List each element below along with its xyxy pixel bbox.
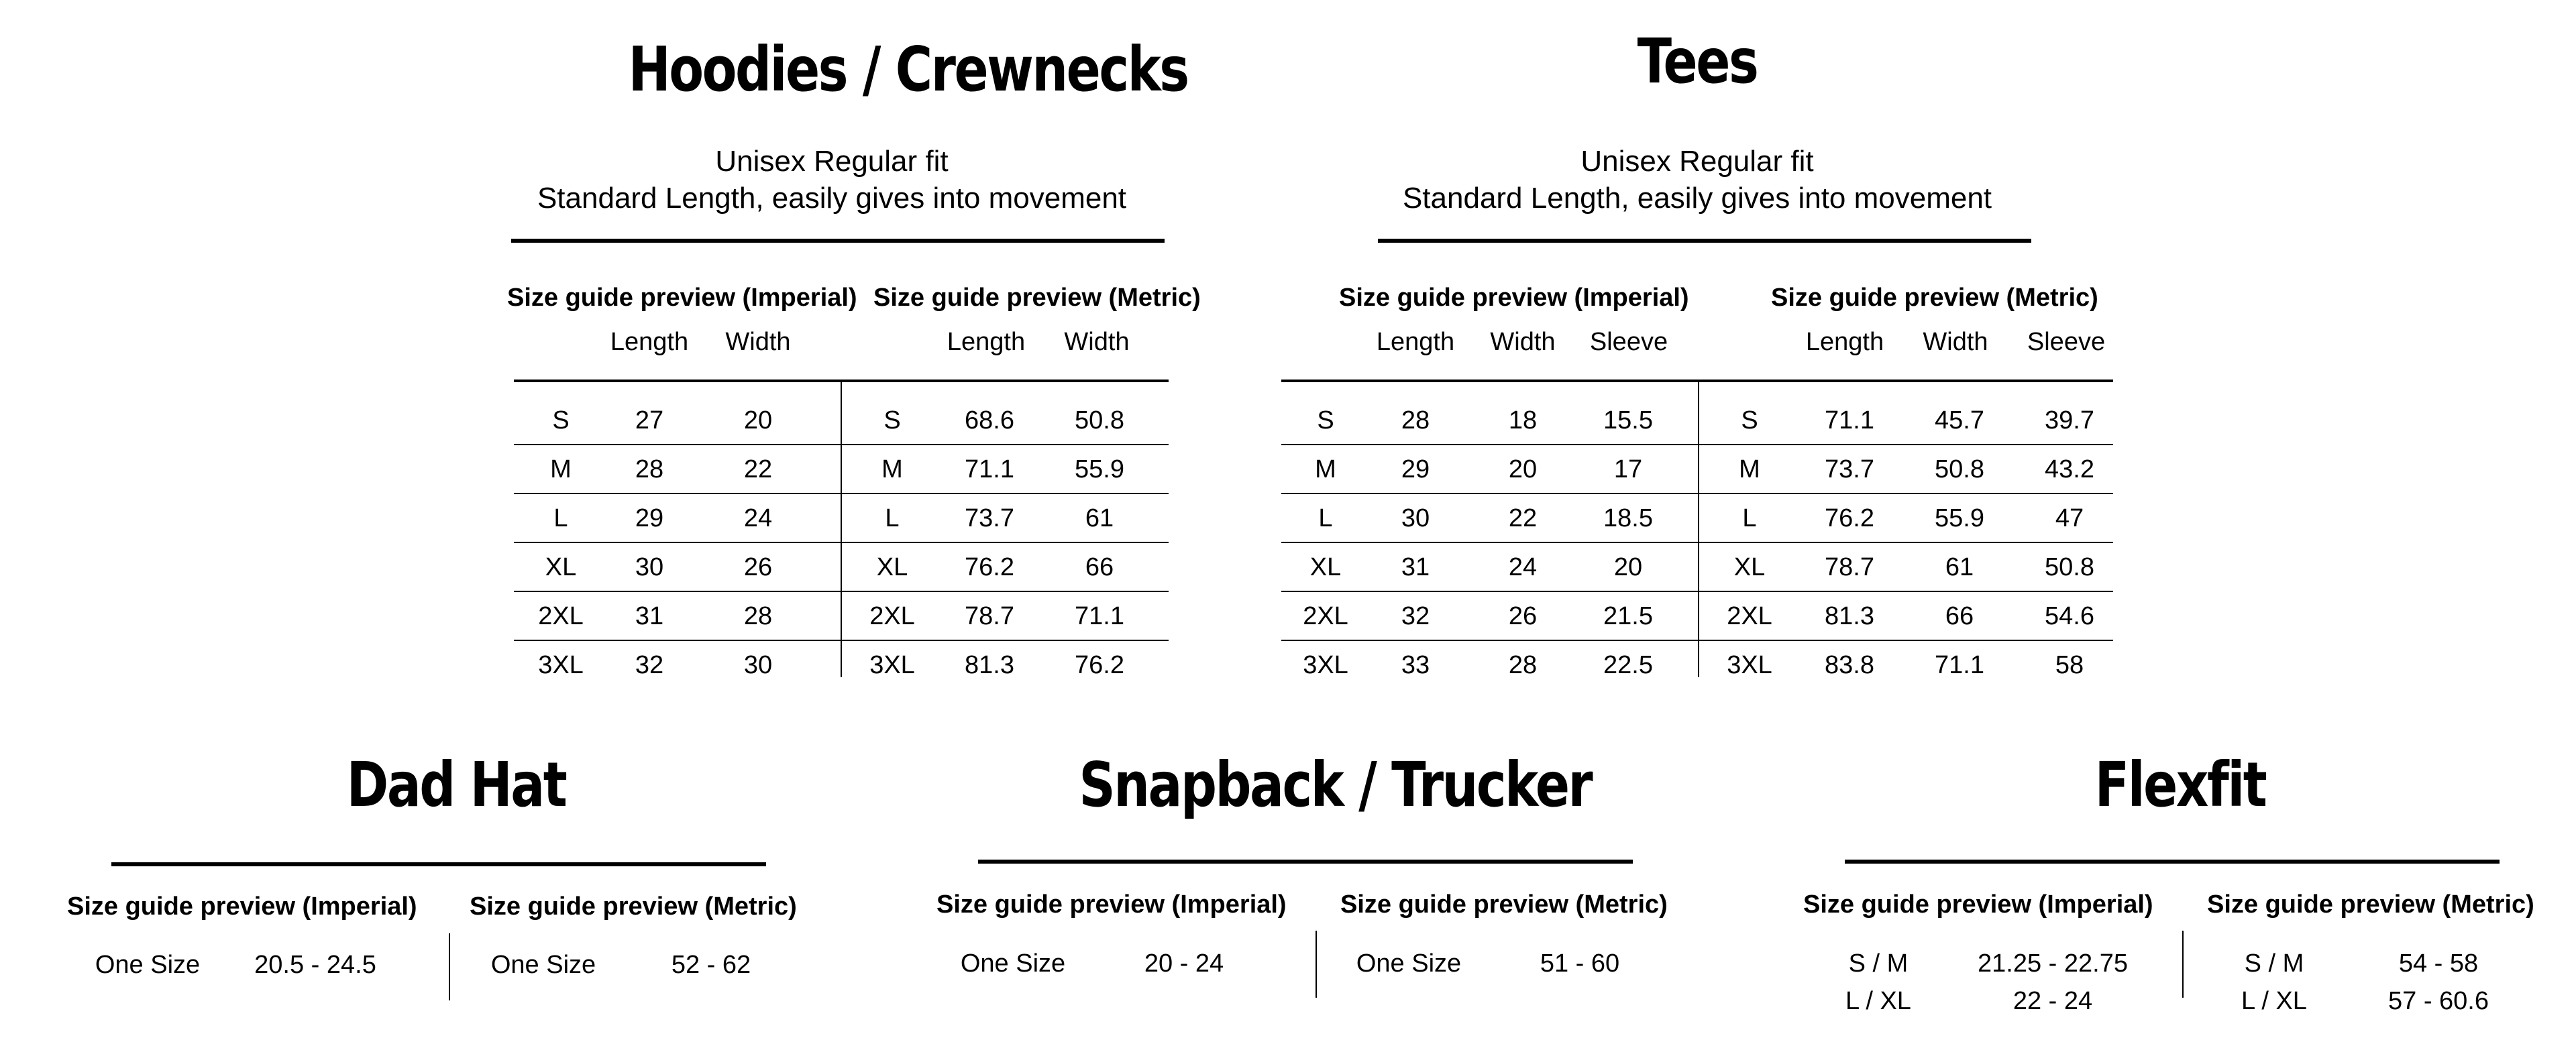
snapback-title: Snapback / Trucker	[1079, 749, 1592, 821]
tees-imperial-col-length: Length	[1376, 328, 1455, 356]
width-cell: 28	[743, 602, 773, 630]
sleeve-cell: 54.6	[2045, 602, 2094, 630]
table-row	[1281, 396, 1697, 444]
size-cell: 3XL	[869, 651, 915, 679]
hoodies-metric-title: Size guide preview (Metric)	[873, 284, 1201, 312]
flexfit-imperial-value: 21.25 - 22.75	[1978, 949, 2128, 978]
size-cell: 2XL	[1727, 602, 1772, 630]
hoodies-metric-table	[843, 396, 1169, 684]
snapback-metric-size: One Size	[1356, 949, 1462, 978]
length-cell: 32	[1401, 602, 1430, 630]
tees-metric-col-sleeve: Sleeve	[2027, 328, 2106, 356]
flexfit-metric-value: 57 - 60.6	[2388, 987, 2489, 1015]
length-cell: 73.7	[965, 504, 1014, 532]
size-cell: L	[1318, 504, 1333, 532]
snapback-imperial-title: Size guide preview (Imperial)	[936, 890, 1287, 919]
width-cell: 24	[1508, 553, 1538, 581]
width-cell: 66	[1085, 553, 1114, 581]
length-cell: 31	[1401, 553, 1430, 581]
flexfit-divider	[1845, 860, 2500, 864]
width-cell: 45.7	[1935, 406, 1984, 434]
table-row	[1700, 640, 2116, 689]
table-row	[1281, 493, 1697, 542]
length-cell: 73.7	[1825, 455, 1874, 483]
tees-metric-col-length: Length	[1805, 328, 1884, 356]
width-cell: 55.9	[1075, 455, 1124, 483]
size-cell: XL	[1733, 553, 1766, 581]
table-row	[843, 445, 1169, 493]
table-row	[514, 396, 840, 444]
length-cell: 30	[1401, 504, 1430, 532]
flexfit-metric-title: Size guide preview (Metric)	[2207, 890, 2534, 919]
length-cell: 28	[635, 455, 664, 483]
length-cell: 71.1	[1825, 406, 1874, 434]
size-cell: S	[552, 406, 570, 434]
dad-hat-divider	[111, 862, 766, 866]
size-cell: XL	[1309, 553, 1342, 581]
width-cell: 18	[1508, 406, 1538, 434]
size-cell: S	[1741, 406, 1758, 434]
length-cell: 32	[635, 651, 664, 679]
width-cell: 22	[1508, 504, 1538, 532]
sleeve-cell: 21.5	[1603, 602, 1653, 630]
tees-imperial-title: Size guide preview (Imperial)	[1339, 284, 1689, 312]
hoodies-subtitle-line1: Unisex Regular fit	[715, 145, 949, 178]
size-cell: M	[550, 455, 572, 483]
width-cell: 71.1	[1935, 651, 1984, 679]
size-cell: XL	[876, 553, 908, 581]
flexfit-metric-size: S / M	[2244, 949, 2304, 978]
flexfit-metric-size: L / XL	[2241, 987, 2307, 1015]
size-cell: 3XL	[1303, 651, 1348, 679]
dad-hat-metric-size: One Size	[490, 951, 596, 979]
snapback-divider	[978, 860, 1633, 864]
length-cell: 71.1	[965, 455, 1014, 483]
table-row	[1281, 445, 1697, 493]
table-row	[843, 542, 1169, 591]
flexfit-table-divider	[2182, 931, 2184, 998]
size-cell: L	[885, 504, 900, 532]
hoodies-table-divider	[841, 382, 842, 677]
size-cell: 3XL	[1727, 651, 1772, 679]
length-cell: 33	[1401, 651, 1430, 679]
tees-header-rule	[1281, 380, 2113, 382]
table-row	[514, 493, 840, 542]
hoodies-metric-col-width: Width	[1064, 328, 1130, 356]
sleeve-cell: 15.5	[1603, 406, 1653, 434]
sleeve-cell: 39.7	[2045, 406, 2094, 434]
length-cell: 81.3	[965, 651, 1014, 679]
flexfit-imperial-title: Size guide preview (Imperial)	[1803, 890, 2153, 919]
width-cell: 20	[743, 406, 773, 434]
width-cell: 50.8	[1935, 455, 1984, 483]
length-cell: 27	[635, 406, 664, 434]
tees-metric-col-width: Width	[1923, 328, 1988, 356]
length-cell: 30	[635, 553, 664, 581]
size-cell: L	[1742, 504, 1757, 532]
table-row	[1700, 396, 2116, 444]
size-cell: L	[553, 504, 568, 532]
table-row	[843, 493, 1169, 542]
snapback-imperial-size: One Size	[960, 949, 1066, 978]
dad-hat-imperial-value: 20.5 - 24.5	[254, 951, 376, 979]
dad-hat-title: Dad Hat	[346, 749, 566, 821]
table-row	[1281, 542, 1697, 591]
width-cell: 26	[1508, 602, 1538, 630]
size-cell: M	[1315, 455, 1336, 483]
sleeve-cell: 18.5	[1603, 504, 1653, 532]
flexfit-imperial-value: 22 - 24	[2012, 987, 2093, 1015]
sleeve-cell: 47	[2055, 504, 2084, 532]
tees-subtitle-line2: Standard Length, easily gives into movement	[1402, 182, 1992, 215]
size-cell: XL	[545, 553, 577, 581]
width-cell: 71.1	[1075, 602, 1124, 630]
width-cell: 24	[743, 504, 773, 532]
hoodies-imperial-title: Size guide preview (Imperial)	[507, 284, 857, 312]
sleeve-cell: 43.2	[2045, 455, 2094, 483]
hoodies-divider	[511, 239, 1165, 243]
length-cell: 29	[1401, 455, 1430, 483]
tees-metric-table	[1700, 396, 2116, 684]
snapback-metric-title: Size guide preview (Metric)	[1340, 890, 1668, 919]
sleeve-cell: 50.8	[2045, 553, 2094, 581]
snapback-imperial-value: 20 - 24	[1144, 949, 1224, 978]
tees-subtitle-line1: Unisex Regular fit	[1580, 145, 1814, 178]
hoodies-title: Hoodies / Crewnecks	[628, 34, 1188, 105]
width-cell: 61	[1945, 553, 1974, 581]
size-cell: M	[1739, 455, 1760, 483]
width-cell: 55.9	[1935, 504, 1984, 532]
size-cell: 2XL	[1303, 602, 1348, 630]
table-row	[514, 591, 840, 640]
table-row	[1281, 640, 1697, 689]
size-cell: 2XL	[538, 602, 584, 630]
length-cell: 28	[1401, 406, 1430, 434]
width-cell: 22	[743, 455, 773, 483]
tees-imperial-col-sleeve: Sleeve	[1589, 328, 1668, 356]
sleeve-cell: 17	[1613, 455, 1643, 483]
length-cell: 68.6	[965, 406, 1014, 434]
table-row	[843, 591, 1169, 640]
table-row	[514, 445, 840, 493]
length-cell: 31	[635, 602, 664, 630]
table-row	[1700, 591, 2116, 640]
dad-hat-metric-value: 52 - 62	[671, 951, 751, 979]
length-cell: 76.2	[1825, 504, 1874, 532]
sleeve-cell: 58	[2055, 651, 2084, 679]
dad-hat-metric-title: Size guide preview (Metric)	[470, 892, 797, 921]
length-cell: 76.2	[965, 553, 1014, 581]
hoodies-subtitle-line2: Standard Length, easily gives into movement	[537, 182, 1127, 215]
table-row	[514, 542, 840, 591]
dad-hat-imperial-size: One Size	[95, 951, 201, 979]
flexfit-title: Flexfit	[2094, 749, 2266, 821]
table-row	[514, 640, 840, 689]
hoodies-imperial-col-width: Width	[725, 328, 791, 356]
size-cell: S	[1317, 406, 1334, 434]
length-cell: 29	[635, 504, 664, 532]
length-cell: 78.7	[965, 602, 1014, 630]
dad-hat-table-divider	[449, 933, 450, 1000]
tees-divider	[1378, 239, 2031, 243]
dad-hat-imperial-title: Size guide preview (Imperial)	[67, 892, 417, 921]
table-row	[1700, 542, 2116, 591]
hoodies-imperial-col-length: Length	[610, 328, 689, 356]
width-cell: 30	[743, 651, 773, 679]
tees-imperial-col-width: Width	[1490, 328, 1556, 356]
length-cell: 81.3	[1825, 602, 1874, 630]
flexfit-imperial-size: S / M	[1848, 949, 1909, 978]
snapback-metric-value: 51 - 60	[1540, 949, 1620, 978]
flexfit-imperial-size: L / XL	[1845, 987, 1911, 1015]
size-cell: 3XL	[538, 651, 584, 679]
tees-metric-title: Size guide preview (Metric)	[1771, 284, 2098, 312]
width-cell: 20	[1508, 455, 1538, 483]
snapback-table-divider	[1316, 931, 1317, 998]
tees-title: Tees	[1637, 25, 1758, 97]
size-cell: M	[881, 455, 903, 483]
tees-imperial-table	[1281, 396, 1697, 684]
tees-table-divider	[1698, 382, 1699, 677]
width-cell: 28	[1508, 651, 1538, 679]
table-row	[1281, 591, 1697, 640]
length-cell: 78.7	[1825, 553, 1874, 581]
table-row	[1700, 445, 2116, 493]
table-row	[843, 640, 1169, 689]
width-cell: 61	[1085, 504, 1114, 532]
sleeve-cell: 20	[1613, 553, 1643, 581]
width-cell: 76.2	[1075, 651, 1124, 679]
sleeve-cell: 22.5	[1603, 651, 1653, 679]
width-cell: 50.8	[1075, 406, 1124, 434]
width-cell: 26	[743, 553, 773, 581]
hoodies-metric-col-length: Length	[947, 328, 1026, 356]
table-row	[1700, 493, 2116, 542]
size-cell: S	[883, 406, 901, 434]
length-cell: 83.8	[1825, 651, 1874, 679]
table-row	[843, 396, 1169, 444]
flexfit-metric-value: 54 - 58	[2398, 949, 2479, 978]
size-cell: 2XL	[869, 602, 915, 630]
width-cell: 66	[1945, 602, 1974, 630]
